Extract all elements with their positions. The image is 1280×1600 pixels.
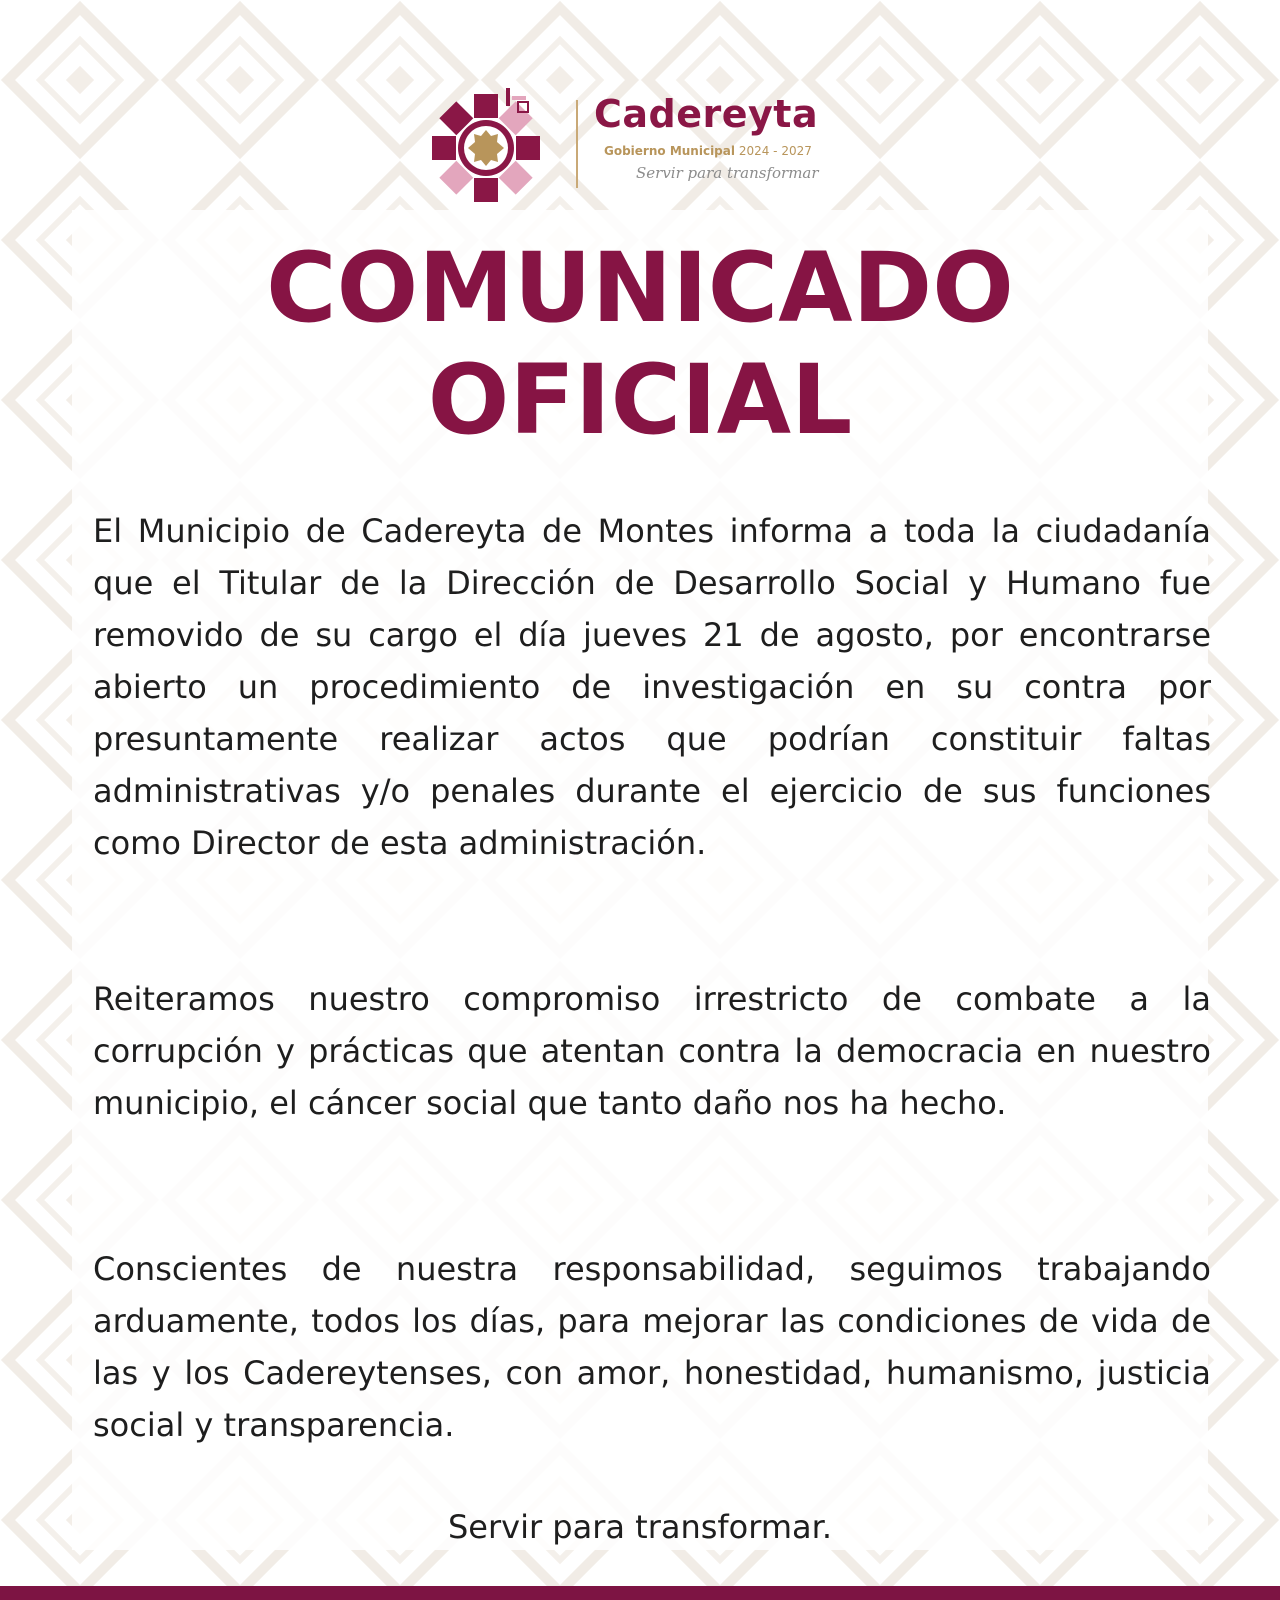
paragraph-1: El Municipio de Cadereyta de Montes informa a toda la ciudadanía que el Titular de la Dirección de Desarrollo Social y Humano fue removido de su cargo el día jueves 21 de agosto, por encontrarse abierto un procedimiento de investigación en su contra por presuntamente realizar actos que podrían constituir faltas administrativas y/o penales durante el ejercicio de sus funciones como Director de esta administración. bbox=[93, 512, 1211, 862]
cadereyta-emblem-icon bbox=[428, 82, 552, 206]
logo-name: Cadereyta bbox=[594, 92, 819, 136]
logo-subtitle bbox=[604, 144, 812, 158]
municipal-logo bbox=[428, 82, 858, 206]
bottom-bar bbox=[0, 1586, 1280, 1600]
title-line-1: COMUNICADO bbox=[266, 232, 1014, 344]
logo-slogan: Servir para transformar bbox=[636, 164, 819, 182]
title-line-2: OFICIAL bbox=[427, 344, 853, 456]
closing-slogan: Servir para transformar. bbox=[447, 1508, 833, 1546]
logo-subtitle-years: 2024 - 2027 bbox=[738, 144, 812, 158]
paragraph-2: Reiteramos nuestro compromiso irrestricto de combate a la corrupción y prácticas que atentan contra la democracia en nuestro municipio, el cáncer social que tanto daño nos ha hecho. bbox=[93, 980, 1211, 1122]
paragraph-3: Conscientes de nuestra responsabilidad, seguimos trabajando arduamente, todos los días, para mejorar las condiciones de vida de las y los Cadereytenses, con amor, honestidad, humanismo, justicia social y transparencia. bbox=[93, 1250, 1211, 1444]
logo-divider bbox=[576, 100, 578, 188]
logo-subtitle-label: Gobierno Municipal bbox=[604, 144, 735, 158]
